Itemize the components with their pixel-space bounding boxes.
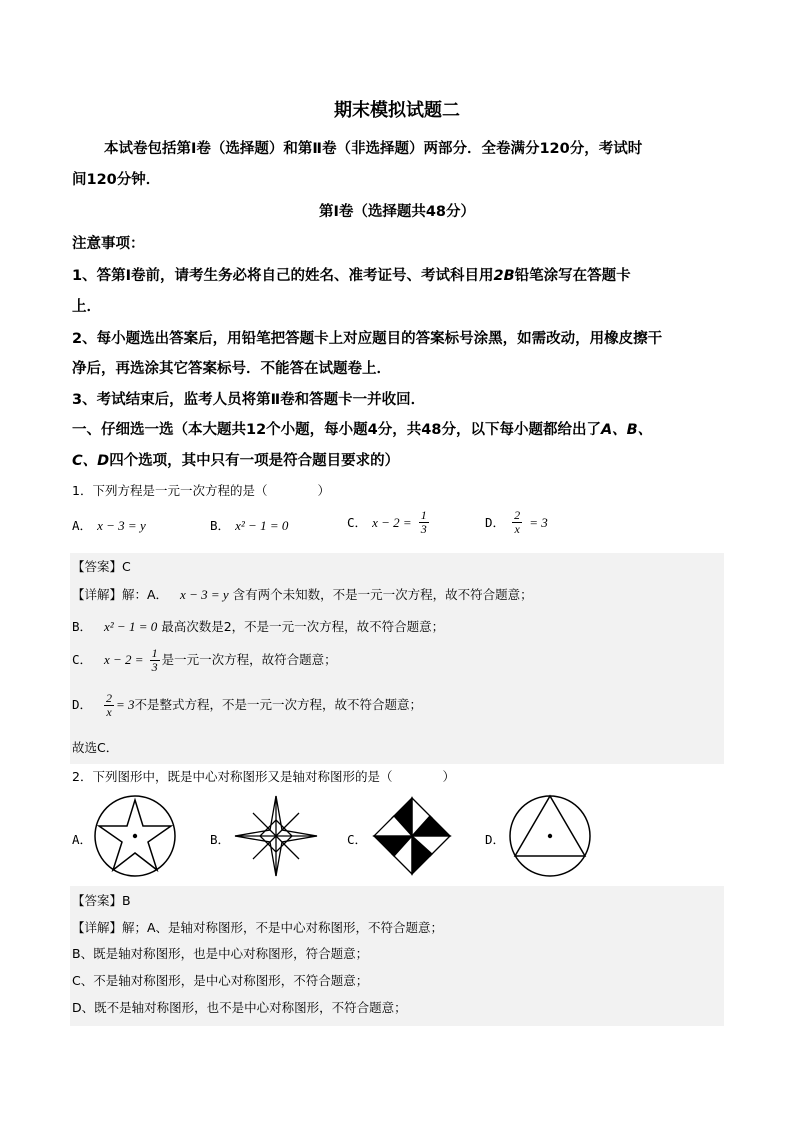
question-2-stem: 2．下列图形中，既是中心对称图形又是轴对称图形的是（ ） [72, 769, 455, 784]
detail-text: 不是整式方程，不是一元一次方程，故不符合题意； [134, 697, 423, 712]
fraction [104, 692, 114, 719]
question-2-detail-4: D、既不是轴对称图形，也不是中心对称图形，不符合题意； [72, 1000, 407, 1015]
question-1-option-c [347, 509, 431, 536]
detail-text: 含有两个未知数，不是一元一次方程，故不符合题意； [232, 587, 533, 602]
part-one-line-2 [72, 449, 399, 470]
question-2-detail-2: B、既是轴对称图形，也是中心对称图形，符合题意； [72, 946, 369, 961]
question-1-detail-d [72, 692, 422, 719]
option-expression: x² − 1 = 0 [235, 518, 289, 533]
pinwheel-figure [370, 794, 454, 878]
question-1-answer: 【答案】C [72, 559, 131, 574]
eight-point-star-figure [233, 794, 319, 878]
question-2-option-d-label: D． [485, 832, 506, 847]
fraction-numerator: 1 [420, 508, 427, 522]
triangle-in-circle-figure [508, 794, 592, 878]
note-item-1-text: 1、答第Ⅰ卷前，请考生务必将自己的姓名、准考证号、考试科目用 [72, 268, 494, 284]
question-1-stem: 1．下列方程是一元一次方程的是（ ） [72, 483, 330, 498]
fraction-numerator: 1 [151, 646, 158, 660]
note-item-3: 3、考试结束后，监考人员将第Ⅱ卷和答题卡一并收回． [72, 392, 426, 408]
question-1-conclusion: 故选C． [72, 740, 119, 755]
detail-expression: x² − 1 = 0 [104, 619, 158, 634]
fraction [419, 509, 429, 536]
question-1-detail-b [72, 617, 444, 635]
fraction-denominator: x [106, 705, 112, 719]
section-heading: 第Ⅰ卷（选择题共48分） [318, 204, 476, 220]
note-item-2-continued: 净后，再选涂其它答案标号．不能答在试题卷上． [72, 361, 391, 377]
detail-text: 是一元一次方程，故符合题意； [161, 652, 337, 667]
notes-heading: 注意事项： [72, 236, 145, 252]
question-1-option-d [485, 509, 548, 536]
question-2-detail-3: C、不是轴对称图形，是中心对称图形，不符合题意； [72, 973, 369, 988]
question-2-option-b-label: B． [210, 832, 231, 847]
question-1-detail-a [72, 585, 533, 603]
option-label: B． [210, 518, 231, 533]
intro-line-1: 本试卷包括第Ⅰ卷（选择题）和第Ⅱ卷（非选择题）两部分．全卷满分120分，考试时 [104, 141, 643, 157]
question-2-detail-1: 【详解】解；A、是轴对称图形，不是中心对称图形，不符合题意； [72, 920, 444, 935]
option-label: A． [72, 518, 93, 533]
detail-text: 最高次数是2，不是一元一次方程，故不符合题意； [161, 619, 445, 634]
option-expression: x − 3 = y [97, 518, 146, 533]
fraction-numerator: 2 [514, 508, 521, 522]
intro-line-2: 间120分钟． [72, 172, 161, 188]
detail-head: 【详解】解：A． [72, 587, 169, 602]
question-2-option-a-label: A． [72, 832, 93, 847]
question-2-answer: 【答案】B [72, 893, 131, 908]
star-in-circle-figure [93, 794, 177, 878]
fraction-numerator: 2 [106, 691, 113, 705]
page-title: 期末模拟试题二 [334, 100, 460, 121]
detail-expression: = 3 [116, 697, 135, 712]
note-item-1-continued: 上． [72, 299, 101, 315]
fraction-denominator: 3 [151, 660, 158, 674]
detail-prefix: C． [72, 652, 93, 667]
fraction-denominator: x [514, 522, 520, 536]
part-one-line-1 [72, 418, 652, 439]
part-one-letters-2: C、D [72, 453, 110, 469]
question-2-option-c-label: C． [347, 832, 368, 847]
option-expression: = 3 [529, 515, 548, 530]
fraction [150, 647, 160, 674]
part-one-text: 一、仔细选一选（本大题共12个小题，每小题4分，共48分，以下每小题都给出了 [72, 422, 601, 438]
fraction-denominator: 3 [420, 522, 427, 536]
question-1-detail-c [72, 647, 337, 674]
detail-prefix: B． [72, 619, 93, 634]
part-one-text-2: 四个选项，其中只有一项是符合题目要求的） [109, 453, 400, 469]
detail-expression: x − 3 = y [180, 587, 229, 602]
question-1-option-b [210, 515, 288, 534]
option-label: D． [485, 515, 506, 530]
note-item-1-pencil: 2B [493, 268, 515, 284]
note-item-1-text-end: 铅笔涂写在答题卡 [514, 268, 631, 284]
fraction [512, 509, 522, 536]
note-item-1 [72, 264, 631, 285]
question-1-option-a [72, 515, 146, 534]
note-item-2: 2、每小题选出答案后，用铅笔把答题卡上对应题目的答案标号涂黑，如需改动，用橡皮擦干 [72, 331, 663, 347]
detail-prefix: D． [72, 697, 93, 712]
option-expression: x − 2 = [372, 515, 412, 530]
detail-expression: x − 2 = [104, 652, 144, 667]
part-one-letters: A、B、 [600, 422, 653, 438]
option-label: C． [347, 515, 368, 530]
